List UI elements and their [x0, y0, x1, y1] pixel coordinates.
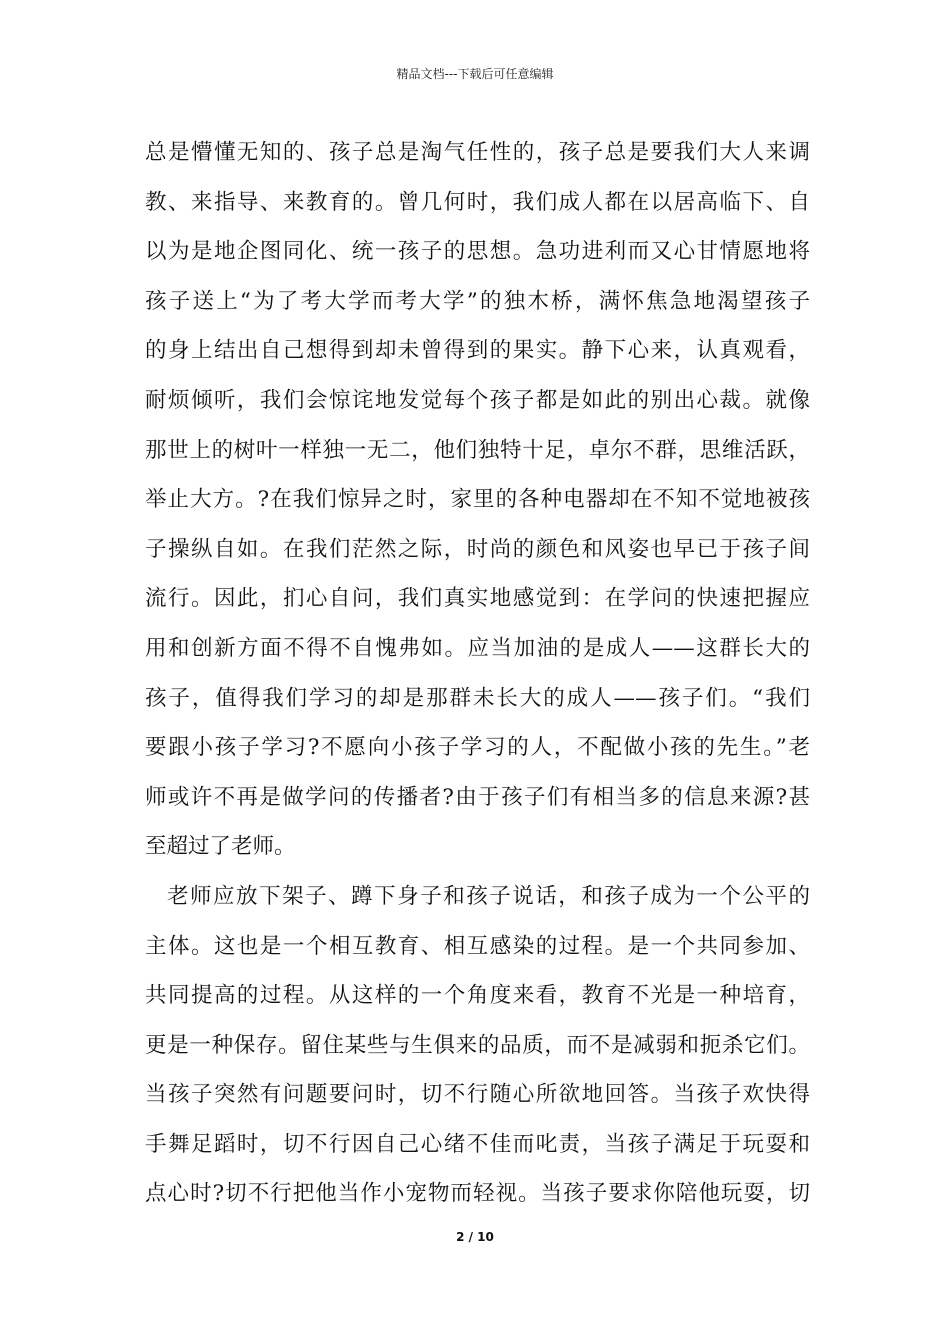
text-line: 以为是地企图同化、统一孩子的思想。急功进利而又心甘情愿地将 [145, 239, 810, 265]
text-line: 当孩子突然有问题要问时，切不行随心所欲地回答。当孩子欢快得 [145, 1082, 810, 1108]
text-line: 子操纵自如。在我们茫然之际，时尚的颜色和风姿也早已于孩子间 [145, 536, 810, 562]
text-line: 师或许不再是做学问的传播者?由于孩子们有相当多的信息来源?甚 [145, 784, 810, 810]
text-line: 主体。这也是一个相互教育、相互感染的过程。是一个共同参加、 [145, 933, 810, 959]
text-line: 用和创新方面不得不自愧弗如。应当加油的是成人——这群长大的 [145, 635, 810, 661]
text-line: 至超过了老师。 [145, 834, 296, 860]
text-line: 那世上的树叶一样独一无二，他们独特十足，卓尔不群，思维活跃， [145, 437, 810, 463]
text-line: 耐烦倾听，我们会惊诧地发觉每个孩子都是如此的别出心裁。就像 [145, 387, 810, 413]
text-line: 流行。因此，扪心自问，我们真实地感觉到：在学问的快速把握应 [145, 586, 810, 612]
text-line: 总是懵懂无知的、孩子总是淘气任性的，孩子总是要我们大人来调 [145, 140, 810, 165]
text-line: 孩子，值得我们学习的却是那群未长大的成人——孩子们。“我们 [145, 685, 810, 711]
text-line: 举止大方。?在我们惊异之时，家里的各种电器却在不知不觉地被孩 [145, 487, 810, 513]
text-line: 手舞足蹈时，切不行因自己心绪不佳而叱责，当孩子满足于玩耍和 [145, 1131, 810, 1157]
page-header: 精品文档---下载后可任意编辑 [396, 67, 554, 81]
page-number: 2 / 10 [456, 1230, 494, 1244]
text-line: 共同提高的过程。从这样的一个角度来看，教育不光是一种培育， [145, 983, 810, 1009]
text-line: 孩子送上“为了考大学而考大学”的独木桥，满怀焦急地渴望孩子 [145, 288, 810, 314]
document-body [145, 128, 810, 1219]
text-line: 更是一种保存。留住某些与生俱来的品质，而不是减弱和扼杀它们。 [145, 1032, 810, 1058]
text-line: 的身上结出自己想得到却未曾得到的果实。静下心来，认真观看， [145, 338, 810, 364]
text-line: 教、来指导、来教育的。曾几何时，我们成人都在以居高临下、自 [145, 189, 810, 215]
paragraph-first-line: 老师应放下架子、蹲下身子和孩子说话，和孩子成为一个公平的 [167, 883, 810, 909]
text-line: 点心时?切不行把他当作小宠物而轻视。当孩子要求你陪他玩耍，切 [145, 1181, 810, 1207]
text-line: 要跟小孩子学习?不愿向小孩子学习的人，不配做小孩的先生。”老 [145, 735, 810, 761]
